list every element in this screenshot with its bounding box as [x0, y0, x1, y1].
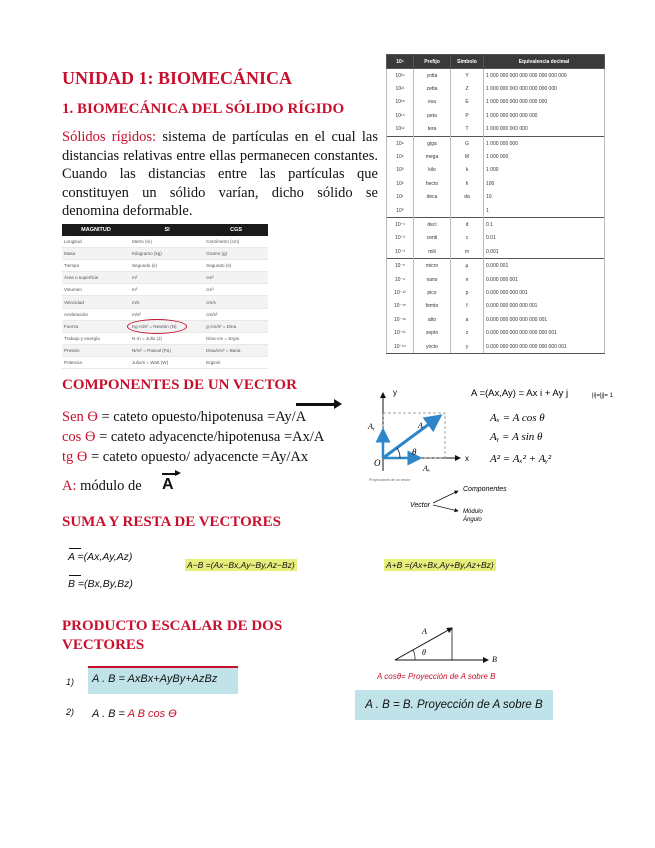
section-heading-suma: SUMA Y RESTA DE VECTORES [62, 514, 281, 530]
item2-left: A . B = [92, 708, 125, 720]
header-decimal: Equivalencia decimal [484, 55, 605, 69]
magnitude-table-row [62, 356, 268, 368]
prefix-cell-power: 10⁻⁹ [387, 273, 414, 286]
prefix-cell-decimal: 1 000 000 000 000 000 [484, 109, 605, 122]
prefix-cell-decimal: 0.01 [484, 232, 605, 245]
prefix-table-body [387, 69, 605, 354]
modulus-line [62, 478, 142, 495]
prefix-table-row [387, 136, 605, 150]
prefix-cell-symbol: µ [451, 259, 484, 273]
prefix-cell-decimal: 0.000 000 000 000 000 000 001 [484, 326, 605, 339]
magnitude-cell-cgs: Gramo (g) [204, 248, 268, 260]
modulus-symbol: A [162, 476, 174, 493]
unit-vector-note: |i|=|j|= 1 [592, 393, 613, 399]
prefix-cell-symbol: f [451, 300, 484, 313]
magnitude-cell-magnitud: Volumen [62, 284, 130, 296]
highlight-ellipse-newton [127, 319, 187, 334]
eq-ax: Aₓ = A cos θ [490, 412, 545, 424]
section-heading-producto: PRODUCTO ESCALAR DE DOS VECTORES [62, 618, 283, 653]
magnitude-cell-cgs: Centímetro (cm) [204, 236, 268, 248]
prefix-cell-prefix: hecto [414, 177, 451, 190]
magnitude-cell-magnitud: Presión [62, 344, 130, 356]
magnitude-cell-cgs: cm³ [204, 284, 268, 296]
prefix-cell-prefix: centi [414, 232, 451, 245]
magnitude-cell-cgs: Segundo (s) [204, 260, 268, 272]
magnitude-cell-magnitud: Aceleración [62, 308, 130, 320]
fn-sen: Sen Ɵ [62, 409, 98, 425]
prefix-cell-symbol: m [451, 245, 484, 259]
magnitude-cell-si: m³ [130, 284, 204, 296]
angulo-word: Ángulo [463, 517, 482, 523]
vector-components-diagram [360, 383, 650, 533]
prefix-cell-prefix: exa [414, 96, 451, 109]
prefix-cell-decimal: 1 000 000 000 000 000 000 000 [484, 82, 605, 95]
label-Ay: Aᵧ [368, 422, 375, 431]
prefix-cell-power: 10⁻² [387, 232, 414, 245]
prefix-cell-decimal: 0.000 000 001 [484, 273, 605, 286]
vector-a-def: A =(Ax,Ay,Az) [68, 551, 133, 563]
prefix-table-row [387, 69, 605, 83]
prefix-table-row [387, 204, 605, 218]
prefix-cell-decimal: 1 000 [484, 164, 605, 177]
prefix-cell-decimal: 10 [484, 191, 605, 204]
modulus-vector-symbol [160, 468, 182, 496]
prefix-cell-power: 10⁶ [387, 150, 414, 163]
prefix-cell-power: 10⁻¹⁵ [387, 300, 414, 313]
magnitude-cell-magnitud: Fuerza [62, 320, 130, 332]
magnitude-cell-cgs: cm/s² [204, 308, 268, 320]
prefix-cell-decimal: 1 000 000 000 000 000 000 000 000 [484, 69, 605, 83]
prefix-table-row [387, 109, 605, 122]
vector-definition: A =(Ax,Ay) = Ax i + Ay j [471, 388, 569, 399]
difference-formula: A−B =(Ax−Bx,Ay−By,Az−Bz) [187, 560, 295, 570]
prefix-table-row [387, 259, 605, 273]
magnitude-cell-si: Metro (m) [130, 236, 204, 248]
prefix-cell-symbol: da [451, 191, 484, 204]
magnitude-cell-cgs: cm² [204, 272, 268, 284]
prefix-table-row [387, 218, 605, 232]
prefix-table-row [387, 150, 605, 163]
modulus-text: módulo de [80, 478, 142, 494]
dot-product-diagram [370, 622, 510, 686]
prefix-table-row [387, 300, 605, 313]
prefix-cell-decimal: 1 000 000 000 000 [484, 123, 605, 137]
magnitude-table-row [62, 272, 268, 284]
components-word: Componentes [463, 486, 507, 493]
prefix-table-row [387, 340, 605, 354]
definition-paragraph [62, 128, 378, 221]
prefix-cell-symbol: Y [451, 69, 484, 83]
prefix-cell-decimal: 1 000 000 000 [484, 136, 605, 150]
prefix-cell-prefix: kilo [414, 164, 451, 177]
section-heading-solido: 1. BIOMECÁNICA DEL SÓLIDO RÍGIDO [62, 101, 345, 117]
prefix-cell-decimal: 1 000 000 [484, 150, 605, 163]
prefix-cell-power: 10⁻²⁴ [387, 340, 414, 354]
prefix-cell-prefix [414, 204, 451, 218]
modulus-label: A: [62, 478, 77, 494]
projection-caption-text: A cosθ= Proyección de A sobre B [377, 672, 496, 681]
vector-b-def: B =(Bx,By,Bz) [68, 578, 133, 590]
prefix-cell-power: 10⁰ [387, 204, 414, 218]
section-heading-componentes: COMPONENTES DE UN VECTOR [62, 377, 297, 393]
prefix-cell-prefix: yotta [414, 69, 451, 83]
arrow-over-b [69, 575, 81, 576]
prefix-cell-prefix: mili [414, 245, 451, 259]
prefix-cell-power: 10² [387, 177, 414, 190]
prefix-table-row [387, 123, 605, 137]
magnitude-cell-si: Kilogramo (kg) [130, 248, 204, 260]
header-si: SI [130, 224, 204, 236]
prefix-cell-power: 10⁻¹² [387, 286, 414, 299]
fn-tg: tg Ɵ [62, 449, 88, 465]
label-origin: O [374, 458, 381, 468]
prefix-table-row [387, 326, 605, 339]
magnitude-cell-si: m² [130, 272, 204, 284]
term-solidos-rigidos: Sólidos rígidos: [62, 129, 157, 145]
prefix-table-header [387, 55, 605, 69]
magnitude-table-row [62, 296, 268, 308]
prefix-cell-decimal: 0.000 000 000 001 [484, 286, 605, 299]
magnitude-table-row [62, 248, 268, 260]
item1-number: 1) [66, 677, 75, 687]
magnitude-table-row [62, 332, 268, 344]
prefix-cell-decimal: 0.1 [484, 218, 605, 232]
arrow-over-a [69, 548, 81, 549]
prefix-cell-prefix: femto [414, 300, 451, 313]
page-title: UNIDAD 1: BIOMECÁNICA [62, 68, 293, 88]
magnitude-cell-si: Kg·m/s² = Newton (N) [130, 320, 204, 332]
item2-formula [92, 708, 177, 720]
prefix-table-row [387, 164, 605, 177]
rest-cos: = cateto adyacencte/hipotenusa =Ax/A [95, 429, 325, 445]
prefix-cell-decimal: 100 [484, 177, 605, 190]
fn-cos: cos Ɵ [62, 429, 96, 445]
magnitude-cell-cgs: g·cm/s² = Dina [204, 320, 268, 332]
projection-box-formula: A . B = B. Proyección de A sobre B [355, 690, 553, 720]
prefix-cell-symbol: k [451, 164, 484, 177]
prefix-cell-decimal: 1 [484, 204, 605, 218]
prefix-cell-symbol: M [451, 150, 484, 163]
magnitude-cell-si: m/s [130, 296, 204, 308]
magnitude-cell-si: Segundo (s) [130, 260, 204, 272]
magnitude-table-body [62, 236, 268, 369]
projection-caption [376, 672, 496, 681]
magnitude-cell-magnitud: Longitud [62, 236, 130, 248]
prefix-cell-symbol: d [451, 218, 484, 232]
prefix-cell-symbol: p [451, 286, 484, 299]
prefix-cell-prefix: giga [414, 136, 451, 150]
prefix-cell-symbol: y [451, 340, 484, 354]
prefix-cell-power: 10¹² [387, 123, 414, 137]
prefix-cell-power: 10²¹ [387, 82, 414, 95]
prefix-cell-symbol: n [451, 273, 484, 286]
prefix-cell-symbol: z [451, 326, 484, 339]
prefix-table-row [387, 313, 605, 326]
magnitude-table-row [62, 260, 268, 272]
prefix-cell-prefix: yocto [414, 340, 451, 354]
magnitude-cell-si: Julio/s = Watt (W) [130, 356, 204, 368]
eq-ay: Aᵧ = A sin θ [490, 431, 543, 443]
prefix-cell-symbol: h [451, 177, 484, 190]
prefix-cell-power: 10⁻¹ [387, 218, 414, 232]
magnitude-cell-cgs: Ergio/s [204, 356, 268, 368]
label-theta: θ [412, 447, 417, 457]
header-power: 10ⁿ [387, 55, 414, 69]
trig-definitions [62, 407, 324, 467]
prefix-table-row [387, 273, 605, 286]
prefix-cell-prefix: peta [414, 109, 451, 122]
item1-formula: A . B = AxBx+AyBy+AzBz [92, 673, 218, 685]
prefix-cell-power: 10¹ [387, 191, 414, 204]
prefix-cell-prefix: deci [414, 218, 451, 232]
prefix-table-row [387, 286, 605, 299]
magnitude-cell-si: N/m² = Pascal (Pa) [130, 344, 204, 356]
prefix-cell-symbol: G [451, 136, 484, 150]
prefix-cell-prefix: tera [414, 123, 451, 137]
magnitude-cell-cgs: cm/s [204, 296, 268, 308]
magnitude-table-header [62, 224, 268, 236]
dot-angle-arc [413, 650, 415, 660]
prefix-cell-decimal: 0.000 000 000 000 001 [484, 300, 605, 313]
header-magnitud: MAGNITUD [62, 224, 130, 236]
prefix-cell-prefix: nano [414, 273, 451, 286]
magnitude-cell-si: N·m = Julio (J) [130, 332, 204, 344]
prefix-cell-power: 10³ [387, 164, 414, 177]
definition-text: sistema de partículas en el cual las distancias relativas entre ellas permanecen constantes. Cuando las distancias entre las partículas que constituyen un sólido varían, dicho sólido se denomina deformable. [62, 129, 379, 220]
label-A: A [418, 421, 423, 430]
sum-formula: A+B =(Ax+Bx,Ay+By,Az+Bz) [386, 560, 494, 570]
prefix-cell-prefix: atto [414, 313, 451, 326]
magnitude-table-row [62, 344, 268, 356]
prefix-cell-power: 10²⁴ [387, 69, 414, 83]
trig-line-cos [62, 427, 324, 447]
prefix-table-row [387, 177, 605, 190]
header-symbol: Símbolo [451, 55, 484, 69]
rest-tg: = cateto opuesto/ adyacencte =Ay/Ax [87, 449, 309, 465]
prefix-cell-power: 10¹⁸ [387, 96, 414, 109]
eq-a2: A² = Aₓ² + Aᵧ² [490, 453, 552, 465]
label-Ax: Aₓ [423, 464, 431, 473]
prefix-cell-symbol: c [451, 232, 484, 245]
dot-label-B: B [492, 655, 497, 664]
magnitude-table [62, 224, 268, 369]
prefix-cell-prefix: mega [414, 150, 451, 163]
prefix-cell-decimal: 0.000 000 000 000 000 001 [484, 313, 605, 326]
arrow-head-decoration [334, 399, 342, 409]
prefix-cell-decimal: 1 000 000 000 000 000 000 [484, 96, 605, 109]
magnitude-table-row [62, 236, 268, 248]
prefix-table-row [387, 245, 605, 259]
prefix-cell-symbol: T [451, 123, 484, 137]
prefix-cell-power: 10⁻³ [387, 245, 414, 259]
magnitude-cell-magnitud: Tiempo [62, 260, 130, 272]
prefix-cell-prefix: pico [414, 286, 451, 299]
arrow-to-components [433, 491, 458, 503]
trig-line-sen [62, 407, 324, 427]
arrow-to-modulo [433, 505, 458, 511]
prefix-cell-prefix: zepto [414, 326, 451, 339]
prefix-cell-symbol [451, 204, 484, 218]
prefix-cell-power: 10⁹ [387, 136, 414, 150]
vector-word: Vector [410, 502, 430, 509]
prefix-cell-prefix: deca [414, 191, 451, 204]
prefix-cell-prefix: micro [414, 259, 451, 273]
label-x-axis: x [465, 454, 469, 463]
prefix-cell-decimal: 0.000 000 000 000 000 000 000 001 [484, 340, 605, 354]
magnitude-cell-cgs: Dina·cm = Ergio [204, 332, 268, 344]
prefix-cell-power: 10⁻²¹ [387, 326, 414, 339]
prefix-cell-symbol: Z [451, 82, 484, 95]
magnitude-cell-si: m/s² [130, 308, 204, 320]
prefix-cell-symbol: a [451, 313, 484, 326]
prefix-table-row [387, 82, 605, 95]
magnitude-cell-magnitud: Trabajo y energía [62, 332, 130, 344]
prefix-table-row [387, 96, 605, 109]
header-cgs: CGS [204, 224, 268, 236]
label-y-axis: y [393, 388, 397, 397]
magnitude-cell-magnitud: Masa [62, 248, 130, 260]
trig-line-tg [62, 447, 324, 467]
rest-sen: = cateto opuesto/hipotenusa =Ay/A [97, 409, 307, 425]
prefix-cell-prefix: zetta [414, 82, 451, 95]
magnitude-table-row [62, 284, 268, 296]
prefix-cell-power: 10⁻⁶ [387, 259, 414, 273]
prefix-cell-decimal: 0.000 001 [484, 259, 605, 273]
diagram-caption: Proyecciones de un vector [369, 478, 411, 482]
arrow-decoration [296, 403, 338, 406]
prefix-cell-symbol: E [451, 96, 484, 109]
item2-right: A B cos Ɵ [127, 708, 177, 720]
prefix-table-row [387, 191, 605, 204]
magnitude-cell-magnitud: Velocidad [62, 296, 130, 308]
item2-number: 2) [66, 707, 75, 717]
prefix-cell-power: 10⁻¹⁸ [387, 313, 414, 326]
magnitude-cell-magnitud: Potencia [62, 356, 130, 368]
prefix-table [386, 54, 605, 354]
modulo-word: Módulo [463, 509, 483, 515]
header-prefix: Prefijo [414, 55, 451, 69]
magnitude-cell-magnitud: Área o superficie [62, 272, 130, 284]
magnitude-cell-cgs: Dina/cm² = Baria [204, 344, 268, 356]
angle-arc [397, 448, 400, 458]
prefix-cell-decimal: 0.001 [484, 245, 605, 259]
prefix-table-row [387, 232, 605, 245]
prefix-cell-symbol: P [451, 109, 484, 122]
dot-label-A: A [422, 627, 427, 636]
dot-label-theta: θ [422, 648, 426, 657]
prefix-cell-power: 10¹⁵ [387, 109, 414, 122]
